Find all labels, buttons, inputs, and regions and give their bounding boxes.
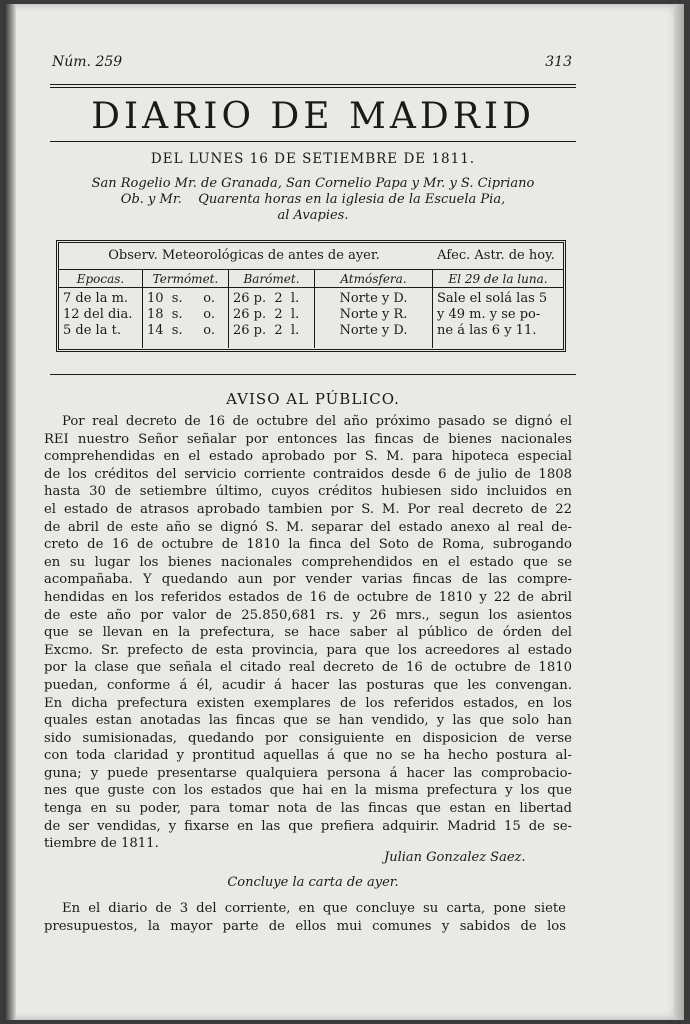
column-header: Termómet. <box>143 272 228 288</box>
aviso-title: AVISO AL PÚBLICO. <box>226 390 400 408</box>
text-line: de abril de este año se dignó S. M. separar del estado anexo al real de- <box>44 519 572 535</box>
column-header: Atmósfera. <box>315 272 432 288</box>
column-header: Epocas. <box>59 272 142 288</box>
meteo-columns <box>59 270 563 348</box>
header-rule <box>50 84 576 88</box>
continuation-title: Concluye la carta de ayer. <box>227 875 399 890</box>
column-luna <box>433 270 563 348</box>
table-cell: Norte y D. <box>339 291 408 306</box>
text-line: el estado de atrasos aprobado tambien por S. M. Por real decreto de 22 <box>44 501 572 517</box>
column-barometro <box>229 270 315 348</box>
table-cell: Norte y D. <box>339 323 408 338</box>
page-edge <box>674 4 684 1020</box>
text-line: tiembre de 1811. <box>44 836 159 852</box>
text-line: creto de 16 de octubre de 1810 la finca del Soto de Roma, subrogando <box>44 537 572 553</box>
table-cell: 12 del dia. <box>63 307 133 322</box>
text-line: que se llevan en la prefectura, se hace saber al público de órden del <box>44 625 572 641</box>
issue-number: Núm. 259 <box>52 54 123 70</box>
column-header: El 29 de la luna. <box>433 272 563 288</box>
column-atmosfera <box>315 270 433 348</box>
saints-of-day <box>68 176 558 224</box>
saints-line: Ob. y Mr. Quarenta horas en la iglesia de la Escuela Pia, <box>120 192 506 207</box>
aviso-body <box>44 413 572 853</box>
header-row <box>52 54 572 70</box>
meteo-title-row <box>59 243 563 270</box>
text-line: REI nuestro Señor señalar por entonces las fincas de bienes nacionales <box>44 431 572 447</box>
text-line: sido sumisionadas, quedando por consiguiente en disposicion de verse <box>44 730 572 746</box>
text-line: quales estan anotadas las fincas que se han vendido, y las que solo han <box>44 713 572 729</box>
text-line: de este año por valor de 25.850,681 rs. y 26 mrs., segun los asientos <box>44 607 572 623</box>
text-line: comprehendidas en el estado aprobado por S. M. para hipoteca especial <box>44 449 572 465</box>
table-cell: y 49 m. y se po- <box>437 307 541 322</box>
column-termometro <box>143 270 229 348</box>
text-line: guna; y puede presentarse qualquiera persona á hacer las comprobacio- <box>44 765 572 781</box>
meteorological-table <box>56 240 566 352</box>
table-cell: Sale el solá las 5 <box>437 291 548 306</box>
text-line: nes que guste con los estados que hai en la misma prefectura y los que <box>44 783 572 799</box>
date-line: DEL LUNES 16 DE SETIEMBRE DE 1811. <box>150 151 476 167</box>
saints-line: al Avapies. <box>277 208 349 223</box>
table-cell: 5 de la t. <box>63 323 121 338</box>
text-line: hendidas en los referidos estados de 16 de octubre de 1810 y 22 de abril <box>44 589 572 605</box>
text-line: tenga en su poder, para tomar nota de las fincas que estan en libertad <box>44 801 572 817</box>
table-cell: 7 de la m. <box>63 291 129 306</box>
masthead-title: DIARIO DE MADRID <box>91 96 535 137</box>
continuation-body <box>44 900 566 936</box>
text-line: acompañaba. Y quedando aun por vender varias fincas de las compre- <box>44 572 572 588</box>
text-line: de ser vendidas, y fixarse en las que prefiera adquirir. Madrid 15 de se- <box>44 818 572 834</box>
title-rule <box>50 141 576 143</box>
text-line: Excmo. Sr. prefecto de esta provincia, para que los acreedores al estado <box>44 642 572 658</box>
meteo-heading: Observ. Meteorológicas de antes de ayer. <box>108 248 380 263</box>
text-line: hasta 30 de setiembre último, cuyos créditos hubiesen sido incluidos en <box>44 484 572 500</box>
table-cell: 26 p. 2 l. <box>233 291 300 306</box>
table-cell: 10 s. o. <box>147 291 216 306</box>
table-cell: 18 s. o. <box>147 307 216 322</box>
table-cell: 14 s. o. <box>147 323 216 338</box>
table-cell: Norte y R. <box>339 307 408 322</box>
text-line: por la clase que señala el citado real decreto de 16 de octubre de 1810 <box>44 660 572 676</box>
text-line: con toda claridad y prontitud aquellas á que no se ha hecho postura al- <box>44 748 572 764</box>
text-line: en su lugar los bienes nacionales comprehendidos en el estado que se <box>44 554 572 570</box>
book-spine <box>4 4 16 1020</box>
saints-line: San Rogelio Mr. de Granada, San Cornelio Papa y Mr. y S. Cipriano <box>91 176 535 191</box>
section-rule <box>50 374 576 375</box>
text-line: de los créditos del servicio corriente contraidos desde 6 de julio de 1808 <box>44 466 572 482</box>
astro-heading: Afec. Astr. de hoy. <box>437 248 555 263</box>
text-line: En el diario de 3 del corriente, en que concluye su carta, pone siete <box>62 901 566 916</box>
text-line: presupuestos, la mayor parte de ellos mui comunes y sabidos de los <box>44 919 566 934</box>
newspaper-page <box>4 4 684 1020</box>
table-cell: 26 p. 2 l. <box>233 323 300 338</box>
column-epocas <box>59 270 143 348</box>
column-header: Barómet. <box>229 272 314 288</box>
page-number: 313 <box>545 54 572 70</box>
text-line: puedan, conforme á él, acudir á hacer las posturas que les convengan. <box>44 677 572 693</box>
signature: Julian Gonzalez Saez. <box>384 850 526 865</box>
table-cell: ne á las 6 y 11. <box>437 323 537 338</box>
text-line: En dicha prefectura existen exemplares de los referidos estados, en los <box>44 695 572 711</box>
text-line: Por real decreto de 16 de octubre del año próximo pasado se dignó el <box>62 414 572 429</box>
table-cell: 26 p. 2 l. <box>233 307 300 322</box>
